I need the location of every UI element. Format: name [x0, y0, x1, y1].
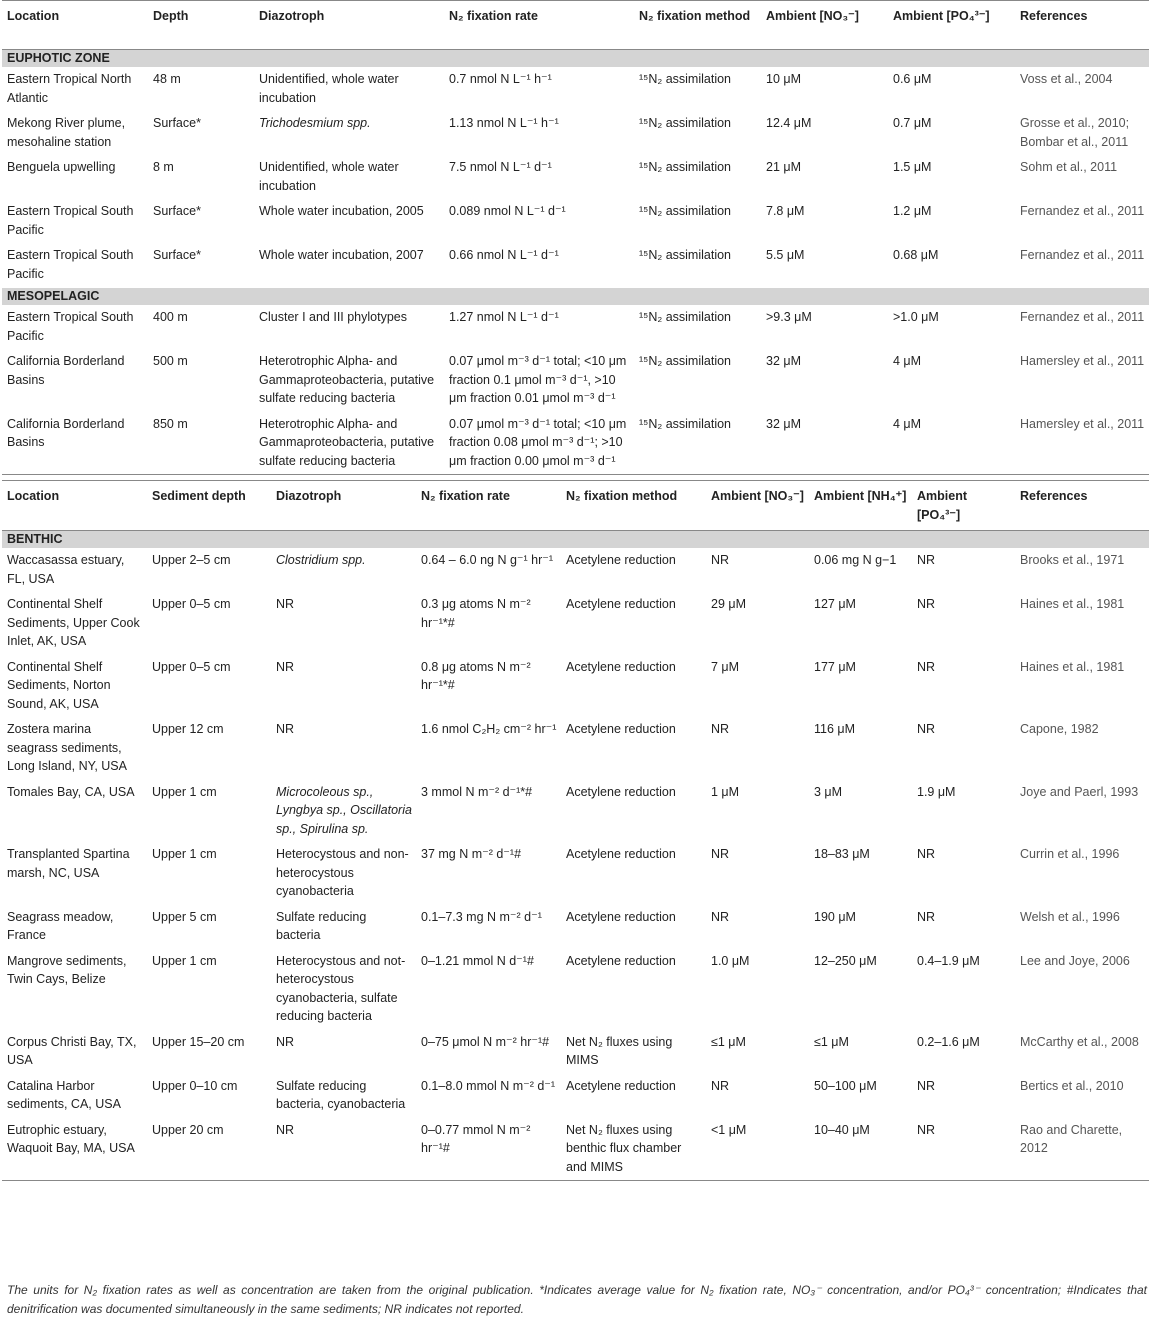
table-row	[2, 67, 1149, 111]
table-cell: 5.5 μM	[766, 248, 805, 262]
table-cell: Bertics et al., 2010	[1020, 1078, 1124, 1093]
table-cell: Tomales Bay, CA, USA	[7, 784, 135, 799]
table-cell: NR	[271, 1118, 416, 1181]
header-references: References	[1015, 481, 1149, 531]
table-cell: 1 μM	[711, 784, 740, 799]
header-location: Location	[2, 1, 148, 50]
header-po4: Ambient [PO₄³⁻]	[888, 1, 1015, 50]
table-cell: <1 μM	[706, 1118, 809, 1181]
table-cell: Seagrass meadow, France	[7, 909, 114, 942]
table-row	[2, 349, 1149, 412]
table-cell: NR	[912, 1118, 1015, 1181]
table-cell: 7.8 μM	[766, 204, 805, 218]
table-cell: 0.07 μmol m⁻³ d⁻¹ total; <10 μm fraction 0.08 μmol m⁻³ d⁻¹; >10 μm fraction 0.00 μmol m⁻³ d⁻¹	[444, 412, 634, 475]
table-water-column	[2, 0, 1149, 475]
table-cell: Cluster I and III phylotypes	[259, 310, 407, 324]
table-cell: Acetylene reduction	[566, 553, 676, 567]
header-rate: N₂ fixation rate	[416, 481, 561, 531]
table-cell: Upper 0–5 cm	[152, 597, 231, 611]
table-cell: >1.0 μM	[893, 310, 939, 324]
table-row	[2, 655, 1149, 718]
table-cell: 400 m	[153, 310, 188, 324]
table-cell: Acetylene reduction	[566, 1078, 676, 1093]
table-cell: Upper 2–5 cm	[152, 553, 231, 567]
table-cell: 0.64 – 6.0 ng N g⁻¹ hr⁻¹	[421, 553, 554, 567]
table-cell: Fernandez et al., 2011	[1020, 310, 1145, 324]
table-cell: Mekong River plume, mesohaline station	[7, 116, 126, 149]
table-cell: Acetylene reduction	[566, 659, 676, 674]
table-cell: Currin et al., 1996	[1020, 847, 1120, 861]
table-cell: Brooks et al., 1971	[1020, 553, 1125, 567]
table-cell: 8 m	[153, 160, 174, 174]
table-cell: 500 m	[153, 354, 188, 368]
header-no3: Ambient [NO₃⁻]	[761, 1, 888, 50]
table-cell: ¹⁵N₂ assimilation	[639, 72, 731, 86]
table-header	[2, 1, 1149, 50]
table-row	[2, 548, 1149, 592]
table-cell: Unidentified, whole water incubation	[259, 72, 399, 105]
header-no3: Ambient [NO₃⁻]	[706, 481, 809, 531]
table-cell: Heterotrophic Alpha- and Gammaproteobacteria, putative sulfate reducing bacteria	[254, 412, 444, 475]
table-cell: Surface*	[153, 248, 201, 262]
table-row	[2, 905, 1149, 949]
table-cell: Eutrophic estuary, Waquoit Bay, MA, USA	[2, 1118, 147, 1181]
table-cell: 0–1.21 mmol N d⁻¹#	[421, 953, 534, 968]
table-cell: ¹⁵N₂ assimilation	[639, 354, 731, 368]
table-cell: 0.4–1.9 μM	[917, 953, 980, 968]
table-cell: 116 μM	[814, 722, 856, 736]
table-cell: Continental Shelf Sediments, Upper Cook Inlet, AK, USA	[7, 597, 140, 648]
table-cell: Haines et al., 1981	[1020, 597, 1125, 611]
table-cell: Upper 1 cm	[152, 847, 217, 861]
table-cell: NR	[917, 909, 936, 924]
table-body	[2, 50, 1149, 475]
table-cell: 0.2–1.6 μM	[917, 1034, 980, 1049]
table-cell: 1.0 μM	[711, 953, 750, 968]
table-cell: NR	[711, 553, 730, 567]
table-cell: 1.5 μM	[893, 160, 932, 174]
table-cell: Upper 0–5 cm	[152, 659, 231, 674]
table-cell: Heterotrophic Alpha- and Gammaproteobacteria, putative sulfate reducing bacteria	[259, 354, 435, 405]
table-cell: 37 mg N m⁻² d⁻¹#	[421, 847, 522, 861]
table-cell: NR	[711, 847, 730, 861]
table-cell: Acetylene reduction	[566, 847, 676, 861]
table-body	[2, 531, 1149, 1181]
table-cell: NR	[917, 553, 936, 567]
table-row	[2, 243, 1149, 288]
table-cell: NR	[917, 597, 936, 611]
table-cell: >9.3 μM	[766, 310, 812, 324]
table-cell: Haines et al., 1981	[1020, 659, 1125, 674]
table-cell: Eastern Tropical South Pacific	[7, 248, 134, 281]
table-cell: 4 μM	[893, 354, 922, 368]
table-cell: Heterocystous and non-heterocystous cyanobacteria	[276, 847, 409, 898]
table-cell: Catalina Harbor sediments, CA, USA	[7, 1078, 121, 1111]
table-cell: 1.27 nmol N L⁻¹ d⁻¹	[449, 310, 559, 324]
table-row	[2, 842, 1149, 905]
table-cell: 7.5 nmol N L⁻¹ d⁻¹	[449, 160, 552, 174]
table-row	[2, 780, 1149, 843]
table-cell: NR	[276, 597, 295, 611]
table-cell: Acetylene reduction	[566, 597, 676, 611]
table-cell: Continental Shelf Sediments, Norton Sound, AK, USA	[7, 659, 111, 711]
table-cell: Acetylene reduction	[566, 784, 676, 799]
table-cell: Upper 5 cm	[152, 909, 217, 924]
table-cell: 0.6 μM	[893, 72, 932, 86]
table-row	[2, 949, 1149, 1030]
table-row	[2, 199, 1149, 243]
table-cell: Surface*	[153, 204, 201, 218]
table-cell: Fernandez et al., 2011	[1020, 204, 1145, 218]
header-rate: N₂ fixation rate	[444, 1, 634, 50]
table-cell: 0.66 nmol N L⁻¹ d⁻¹	[449, 248, 559, 262]
table-cell: Welsh et al., 1996	[1020, 909, 1120, 924]
table-cell: Whole water incubation, 2007	[259, 248, 424, 262]
table-cell: ≤1 μM	[814, 1034, 849, 1049]
table-row	[2, 1074, 1149, 1118]
table-cell: Waccasassa estuary, FL, USA	[7, 553, 125, 586]
table-cell: NR	[711, 909, 730, 924]
header-depth: Depth	[148, 1, 254, 50]
table-cell: California Borderland Basins	[2, 412, 148, 475]
table-cell: Corpus Christi Bay, TX, USA	[7, 1034, 137, 1067]
header-references: References	[1015, 1, 1149, 50]
table-cell: NR	[711, 1078, 730, 1093]
table-cell: California Borderland Basins	[7, 354, 125, 387]
table-cell: Benguela upwelling	[7, 160, 116, 174]
table-cell: NR	[276, 1034, 295, 1049]
table-cell: Acetylene reduction	[566, 909, 676, 924]
table-cell: 1.13 nmol N L⁻¹ h⁻¹	[449, 116, 559, 130]
table-cell: Hamersley et al., 2011	[1020, 354, 1145, 368]
table-cell: Rao and Charette, 2012	[1015, 1118, 1149, 1181]
table-cell: NR	[917, 847, 936, 861]
table-cell: 0.1–8.0 mmol N m⁻² d⁻¹	[421, 1078, 556, 1093]
table-cell: Grosse et al., 2010; Bombar et al., 2011	[1020, 116, 1130, 149]
table-cell: 0–75 μmol N m⁻² hr⁻¹#	[421, 1034, 550, 1049]
table-cell: Transplanted Spartina marsh, NC, USA	[7, 847, 130, 880]
table-cell: 32 μM	[766, 354, 801, 368]
table-cell: 0.7 nmol N L⁻¹ h⁻¹	[449, 72, 552, 86]
table-cell: Upper 1 cm	[152, 953, 217, 968]
header-location: Location	[2, 481, 147, 531]
table-row	[2, 1118, 1149, 1181]
table-cell: Voss et al., 2004	[1020, 72, 1113, 86]
table-cell: Upper 0–10 cm	[152, 1078, 238, 1093]
table-cell: Lee and Joye, 2006	[1020, 953, 1130, 968]
table-cell: Upper 15–20 cm	[152, 1034, 245, 1049]
table-cell: ¹⁵N₂ assimilation	[639, 310, 731, 324]
table-cell: NR	[917, 659, 936, 674]
table-cell: ≤1 μM	[711, 1034, 746, 1049]
header-nh4: Ambient [NH₄⁺]	[809, 481, 912, 531]
header-po4: Ambient [PO₄³⁻]	[912, 481, 1015, 531]
table-benthic	[2, 480, 1149, 1181]
table-cell: Eastern Tropical South Pacific	[7, 310, 134, 343]
table-cell: Trichodesmium spp.	[259, 116, 371, 130]
table-cell: Upper 20 cm	[147, 1118, 271, 1181]
table-cell: Sulfate reducing bacteria, cyanobacteria	[276, 1078, 406, 1111]
table-cell: 177 μM	[814, 659, 856, 674]
table-cell: Mangrove sediments, Twin Cays, Belize	[7, 953, 127, 986]
table-cell: 10 μM	[766, 72, 801, 86]
table-cell: Fernandez et al., 2011	[1020, 248, 1145, 262]
table-cell: 3 mmol N m⁻² d⁻¹*#	[421, 784, 533, 799]
header-method: N₂ fixation method	[561, 481, 706, 531]
table-cell: 0.8 μg atoms N m⁻² hr⁻¹*#	[421, 659, 531, 692]
table-cell: 0–0.77 mmol N m⁻² hr⁻¹#	[416, 1118, 561, 1181]
table-cell: 0.06 mg N g−1	[814, 553, 897, 567]
table-cell: 1.9 μM	[917, 784, 956, 799]
table-cell: 18–83 μM	[814, 847, 870, 861]
table-cell: 12.4 μM	[766, 116, 812, 130]
table-cell: Microcoleous sp., Lyngbya sp., Oscillatoria sp., Spirulina sp.	[276, 784, 412, 836]
table-cell: ¹⁵N₂ assimilation	[639, 204, 731, 218]
table-cell: 7 μM	[711, 659, 740, 674]
table-cell: 190 μM	[814, 909, 856, 924]
table-cell: 850 m	[148, 412, 254, 475]
section-title: BENTHIC	[2, 531, 1149, 549]
section-header	[2, 531, 1149, 549]
table-cell: ¹⁵N₂ assimilation	[639, 160, 731, 174]
table-footnote: The units for N₂ fixation rates as well as concentration are taken from the original publication. *Indicates average value for N₂ fixation rate, NO₃⁻ concentration, and/or PO₄³⁻ concentration; #Indicates that denitrification was documented simultaneously in the same sediments; NR indicates not reported.	[7, 1283, 1147, 1316]
table-cell: 0.7 μM	[893, 116, 932, 130]
table-cell: Eastern Tropical South Pacific	[7, 204, 134, 237]
table-cell: 32 μM	[761, 412, 888, 475]
table-cell: Unidentified, whole water incubation	[259, 160, 399, 193]
table-cell: 48 m	[153, 72, 181, 86]
table-row	[2, 412, 1149, 475]
table-cell: 0.1–7.3 mg N m⁻² d⁻¹	[421, 909, 542, 924]
table-cell: 4 μM	[888, 412, 1015, 475]
table-cell: NR	[917, 722, 936, 736]
table-cell: 127 μM	[814, 597, 856, 611]
table-cell: ¹⁵N₂ assimilation	[639, 248, 731, 262]
table-cell: 1.6 nmol C₂H₂ cm⁻² hr⁻¹	[421, 722, 557, 736]
table-cell: Net N₂ fluxes using benthic flux chamber and MIMS	[561, 1118, 706, 1181]
table-cell: Upper 12 cm	[152, 722, 224, 736]
table-cell: 1.2 μM	[893, 204, 932, 218]
table-cell: Eastern Tropical North Atlantic	[7, 72, 132, 105]
table-cell: 29 μM	[711, 597, 746, 611]
table-row	[2, 305, 1149, 349]
table-cell: Capone, 1982	[1020, 722, 1099, 736]
section-header	[2, 50, 1149, 68]
table-cell: Whole water incubation, 2005	[259, 204, 424, 218]
table-cell: 12–250 μM	[814, 953, 877, 968]
table-cell: Hamersley et al., 2011	[1015, 412, 1149, 475]
table-cell: Upper 1 cm	[152, 784, 217, 799]
header-diazotroph: Diazotroph	[254, 1, 444, 50]
table-row	[2, 717, 1149, 780]
table-row	[2, 155, 1149, 199]
table-cell: Sohm et al., 2011	[1020, 160, 1118, 174]
table-row	[2, 592, 1149, 655]
section-header	[2, 288, 1149, 306]
table-cell: 0.68 μM	[893, 248, 939, 262]
table-cell: Acetylene reduction	[566, 722, 676, 736]
section-title: MESOPELAGIC	[2, 288, 1149, 306]
table-cell: ¹⁵N₂ assimilation	[639, 116, 731, 130]
table-cell: Clostridium spp.	[276, 553, 366, 567]
header-method: N₂ fixation method	[634, 1, 761, 50]
table-cell: 0.089 nmol N L⁻¹ d⁻¹	[449, 204, 566, 218]
table-cell: Joye and Paerl, 1993	[1020, 784, 1139, 799]
table-cell: Heterocystous and not-heterocystous cyanobacteria, sulfate reducing bacteria	[276, 953, 406, 1023]
table-cell: NR	[917, 1078, 936, 1093]
table-cell: Acetylene reduction	[566, 953, 676, 968]
table-row	[2, 111, 1149, 155]
table-cell: NR	[711, 722, 730, 736]
header-diazotroph: Diazotroph	[271, 481, 416, 531]
table-cell: 0.07 μmol m⁻³ d⁻¹ total; <10 μm fraction 0.1 μmol m⁻³ d⁻¹, >10 μm fraction 0.01 μmol m⁻³ d⁻¹	[449, 354, 627, 405]
table-cell: 50–100 μM	[814, 1078, 877, 1093]
section-title: EUPHOTIC ZONE	[2, 50, 1149, 68]
header-sediment-depth: Sediment depth	[147, 481, 271, 531]
table-row	[2, 1030, 1149, 1074]
table-cell: 21 μM	[766, 160, 801, 174]
table-header	[2, 481, 1149, 531]
table-cell: Zostera marina seagrass sediments, Long Island, NY, USA	[7, 722, 127, 773]
table-cell: 3 μM	[814, 784, 843, 799]
table-cell: Net N₂ fluxes using MIMS	[566, 1034, 673, 1067]
table-cell: Sulfate reducing bacteria	[276, 909, 367, 942]
table-cell: Surface*	[153, 116, 201, 130]
table-cell: NR	[276, 722, 295, 736]
table-cell: ¹⁵N₂ assimilation	[634, 412, 761, 475]
table-cell: McCarthy et al., 2008	[1020, 1034, 1139, 1049]
table-cell: 10–40 μM	[809, 1118, 912, 1181]
table-cell: NR	[276, 659, 295, 674]
table-cell: 0.3 μg atoms N m⁻² hr⁻¹*#	[421, 597, 531, 630]
